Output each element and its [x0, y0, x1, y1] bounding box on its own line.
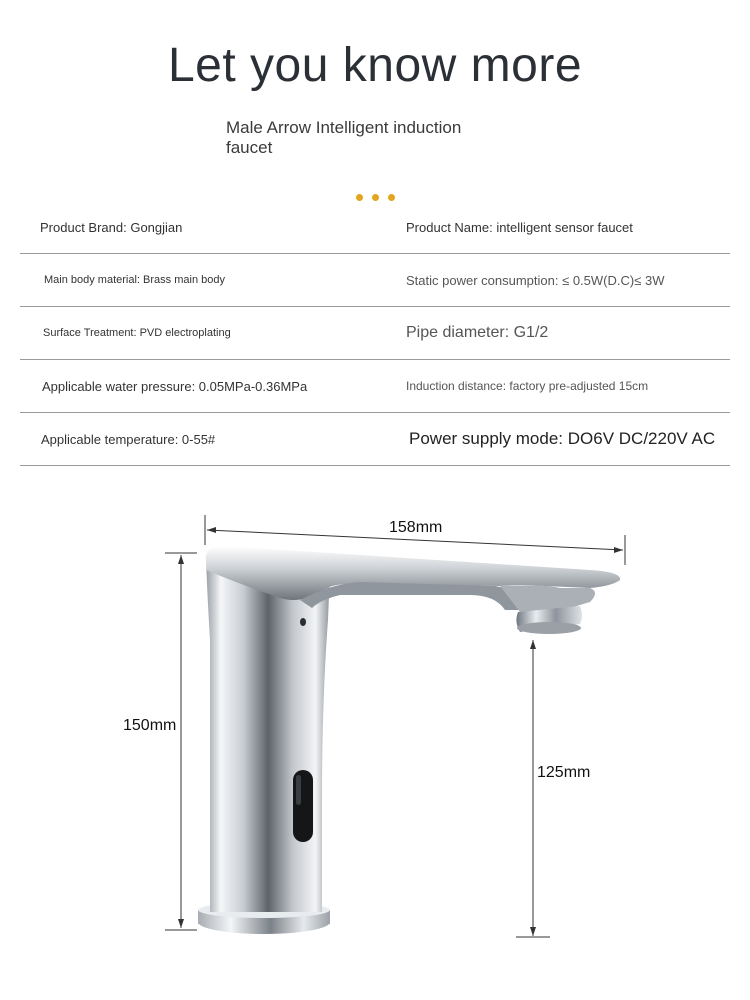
spec-row: [20, 413, 730, 466]
spec-pipe-diameter: Pipe diameter: G1/2: [406, 324, 549, 341]
faucet-dimension-diagram: [0, 500, 750, 1000]
page-title: Let you know more: [167, 39, 583, 92]
length-label: 158mm: [389, 519, 443, 536]
dot-icon: [356, 194, 363, 201]
spec-material: Main body material: Brass main body: [44, 274, 225, 286]
spec-product-name: Product Name: intelligent sensor faucet: [406, 219, 633, 235]
spec-induction-distance: Induction distance: factory pre-adjusted 15cm: [406, 379, 649, 393]
spec-power-supply: Power supply mode: DO6V DC/220V AC: [409, 429, 716, 448]
spec-row: [20, 360, 730, 413]
spec-table: [20, 201, 730, 466]
spec-temperature: Applicable temperature: 0-55#: [41, 431, 216, 447]
dot-icon: [372, 194, 379, 201]
product-subtitle: Male Arrow Intelligent induction faucet: [226, 118, 462, 157]
spec-brand: Product Brand: Gongjian: [40, 219, 183, 235]
spec-water-pressure: Applicable water pressure: 0.05MPa-0.36MPa: [42, 378, 308, 394]
height-label: 150mm: [123, 717, 177, 734]
spout-height-dimension: [516, 640, 550, 937]
spout-height-label: 125mm: [537, 764, 591, 781]
spec-row: [20, 254, 730, 307]
spec-power-consumption: Static power consumption: ≤ 0.5W(D.C)≤ 3W: [406, 272, 665, 288]
faucet-image: [198, 546, 620, 934]
spec-row: [20, 307, 730, 360]
spec-surface-treatment: Surface Treatment: PVD electroplating: [43, 327, 231, 339]
dot-icon: [388, 194, 395, 201]
spec-row: [20, 201, 730, 254]
height-dimension: [165, 553, 197, 930]
